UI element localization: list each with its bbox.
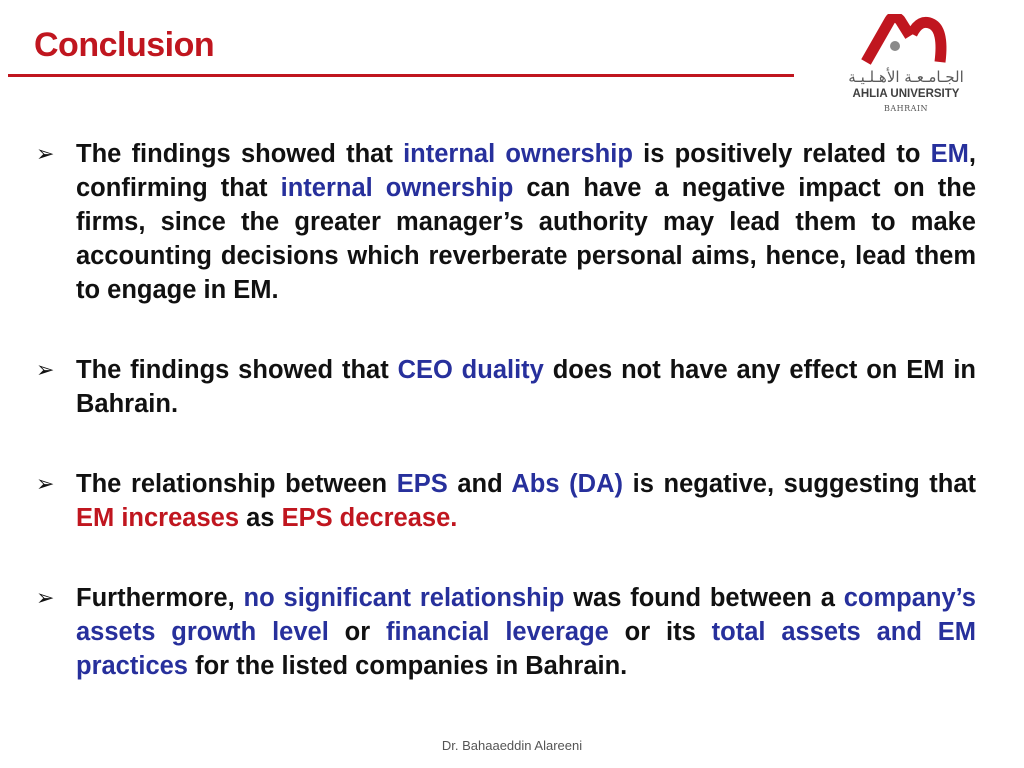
slide-title: Conclusion	[34, 26, 215, 64]
highlighted-term: internal ownership	[403, 140, 633, 168]
bullet-text: or its	[608, 618, 712, 646]
highlighted-term: EM increases	[76, 504, 240, 532]
title-divider	[8, 74, 794, 77]
conclusion-bullet-list	[36, 137, 976, 683]
bullet-text: is negative, suggesting that	[623, 470, 977, 498]
logo-arabic-text: الجـامـعـة الأهـلـيـة	[848, 68, 964, 86]
bullet-text: , confirming that	[76, 140, 976, 202]
bullet-text: The findings showed that	[76, 140, 404, 168]
bullet-item	[36, 353, 976, 421]
bullet-text: as	[239, 504, 282, 532]
bullet-text: The findings showed that	[76, 356, 398, 384]
highlighted-term: internal ownership	[280, 174, 514, 202]
highlighted-term: EPS	[396, 470, 448, 498]
highlighted-term: total assets and EM practices	[76, 618, 977, 680]
bullet-text: Furthermore,	[76, 584, 244, 612]
highlighted-term: EM	[930, 140, 969, 168]
ahlia-logo-icon	[860, 14, 952, 66]
arrow-bullet-icon: ➢	[36, 585, 55, 610]
footer-author: Dr. Bahaaeddin Alareeni	[441, 738, 583, 753]
bullet-text: can have a negative impact on the firms, since the greater manager’s authority may lead them to make accounting decisions which reverberate personal aims, hence, lead them to engage in EM.	[76, 174, 976, 304]
bullet-text: or	[328, 618, 387, 646]
highlighted-term: company’s assets growth level	[76, 584, 976, 646]
logo-location-text: BAHRAIN	[883, 104, 929, 113]
highlighted-term: financial leverage	[386, 618, 609, 646]
bullet-text: and	[447, 470, 512, 498]
arrow-bullet-icon: ➢	[36, 141, 55, 166]
arrow-bullet-icon: ➢	[36, 471, 55, 496]
highlighted-term: Abs (DA)	[511, 470, 623, 498]
bullet-item	[36, 581, 976, 683]
highlighted-term: EPS decrease.	[281, 504, 458, 532]
highlighted-term: no significant relationship	[243, 584, 565, 612]
logo-english-text: AHLIA UNIVERSITY	[852, 88, 960, 100]
bullet-item	[36, 467, 976, 535]
bullet-text: The relationship between	[76, 470, 397, 498]
arrow-bullet-icon: ➢	[36, 357, 55, 382]
bullet-text: is positively related to	[632, 140, 931, 168]
bullet-text: for the listed companies in Bahrain.	[188, 652, 628, 680]
bullet-item	[36, 137, 976, 307]
university-logo	[838, 12, 974, 116]
bullet-text: does not have any effect on EM in Bahrain.	[76, 356, 976, 418]
highlighted-term: CEO duality	[397, 356, 544, 384]
bullet-text: was found between a	[564, 584, 844, 612]
